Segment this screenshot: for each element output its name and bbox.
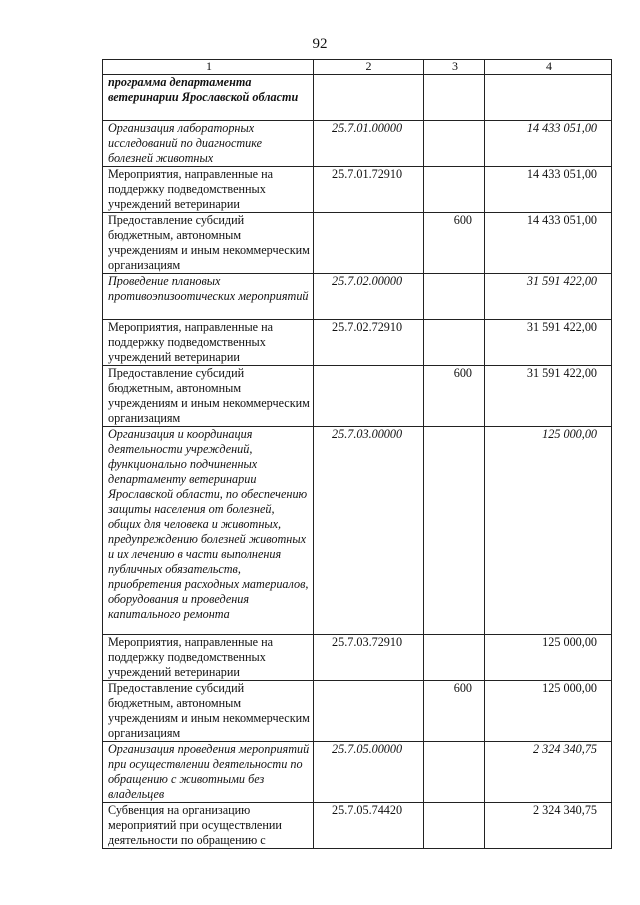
row-code: 25.7.05.00000 xyxy=(314,742,424,803)
row-code: 25.7.05.74420 xyxy=(314,803,424,849)
row-code: 25.7.02.00000 xyxy=(314,274,424,320)
row-sum: 31 591 422,00 xyxy=(485,366,612,427)
page-number: 92 xyxy=(312,36,328,52)
row-code xyxy=(314,366,424,427)
row-sum: 31 591 422,00 xyxy=(485,320,612,366)
table-row xyxy=(103,742,612,803)
row-type xyxy=(424,75,485,121)
budget-table xyxy=(102,59,612,849)
column-header-3: 3 xyxy=(424,60,485,75)
row-sum: 125 000,00 xyxy=(485,635,612,681)
row-name: Организация проведения мероприятий при осуществлении деятельности по обращению с животными без владельцев xyxy=(103,742,314,803)
row-code: 25.7.01.00000 xyxy=(314,121,424,167)
row-code: 25.7.03.72910 xyxy=(314,635,424,681)
table-row xyxy=(103,635,612,681)
row-type: 600 xyxy=(424,213,485,274)
table-row xyxy=(103,213,612,274)
table-row xyxy=(103,366,612,427)
row-name: Мероприятия, направленные на поддержку подведомственных учреждений ветеринарии xyxy=(103,635,314,681)
row-sum: 2 324 340,75 xyxy=(485,742,612,803)
row-sum: 14 433 051,00 xyxy=(485,213,612,274)
row-name: Мероприятия, направленные на поддержку подведомственных учреждений ветеринарии xyxy=(103,320,314,366)
row-name: Субвенция на организацию мероприятий при осуществлении деятельности по обращению с xyxy=(103,803,314,849)
row-type xyxy=(424,803,485,849)
row-type: 600 xyxy=(424,366,485,427)
row-type xyxy=(424,635,485,681)
row-name: программа департамента ветеринарии Ярославской области xyxy=(103,75,314,121)
row-sum xyxy=(485,75,612,121)
column-header-1: 1 xyxy=(103,60,314,75)
row-type xyxy=(424,320,485,366)
row-type xyxy=(424,121,485,167)
row-name: Мероприятия, направленные на поддержку подведомственных учреждений ветеринарии xyxy=(103,167,314,213)
row-sum: 125 000,00 xyxy=(485,681,612,742)
table-row xyxy=(103,681,612,742)
table-row xyxy=(103,274,612,320)
row-name: Организация и координация деятельности учреждений, функционально подчиненных департаменту ветеринарии Ярославской области, по обеспечению защиты населения от болезней, общих для человека и животных, предупреждению болезней животных и их лечению в части выполнения публичных обязательств, приобретения расходных материалов, оборудования и проведения капитального ремонта xyxy=(103,427,314,635)
row-type xyxy=(424,274,485,320)
row-type: 600 xyxy=(424,681,485,742)
row-code: 25.7.03.00000 xyxy=(314,427,424,635)
table-row xyxy=(103,320,612,366)
row-sum: 31 591 422,00 xyxy=(485,274,612,320)
row-sum: 14 433 051,00 xyxy=(485,121,612,167)
row-type xyxy=(424,742,485,803)
table-row xyxy=(103,167,612,213)
row-name: Предоставление субсидий бюджетным, автономным учреждениям и иным некоммерческим организациям xyxy=(103,366,314,427)
row-code xyxy=(314,75,424,121)
row-sum: 2 324 340,75 xyxy=(485,803,612,849)
row-name: Предоставление субсидий бюджетным, автономным учреждениям и иным некоммерческим организациям xyxy=(103,213,314,274)
column-header-4: 4 xyxy=(485,60,612,75)
row-code: 25.7.01.72910 xyxy=(314,167,424,213)
row-sum: 14 433 051,00 xyxy=(485,167,612,213)
row-code xyxy=(314,681,424,742)
row-type xyxy=(424,427,485,635)
table-header-row xyxy=(103,60,612,75)
row-name: Предоставление субсидий бюджетным, автономным учреждениям и иным некоммерческим организациям xyxy=(103,681,314,742)
row-type xyxy=(424,167,485,213)
table-row xyxy=(103,75,612,121)
table-row xyxy=(103,427,612,635)
row-code xyxy=(314,213,424,274)
row-sum: 125 000,00 xyxy=(485,427,612,635)
table-row xyxy=(103,803,612,849)
row-name: Организация лабораторных исследований по диагностике болезней животных xyxy=(103,121,314,167)
table-row xyxy=(103,121,612,167)
row-code: 25.7.02.72910 xyxy=(314,320,424,366)
column-header-2: 2 xyxy=(314,60,424,75)
row-name: Проведение плановых противоэпизоотических мероприятий xyxy=(103,274,314,320)
